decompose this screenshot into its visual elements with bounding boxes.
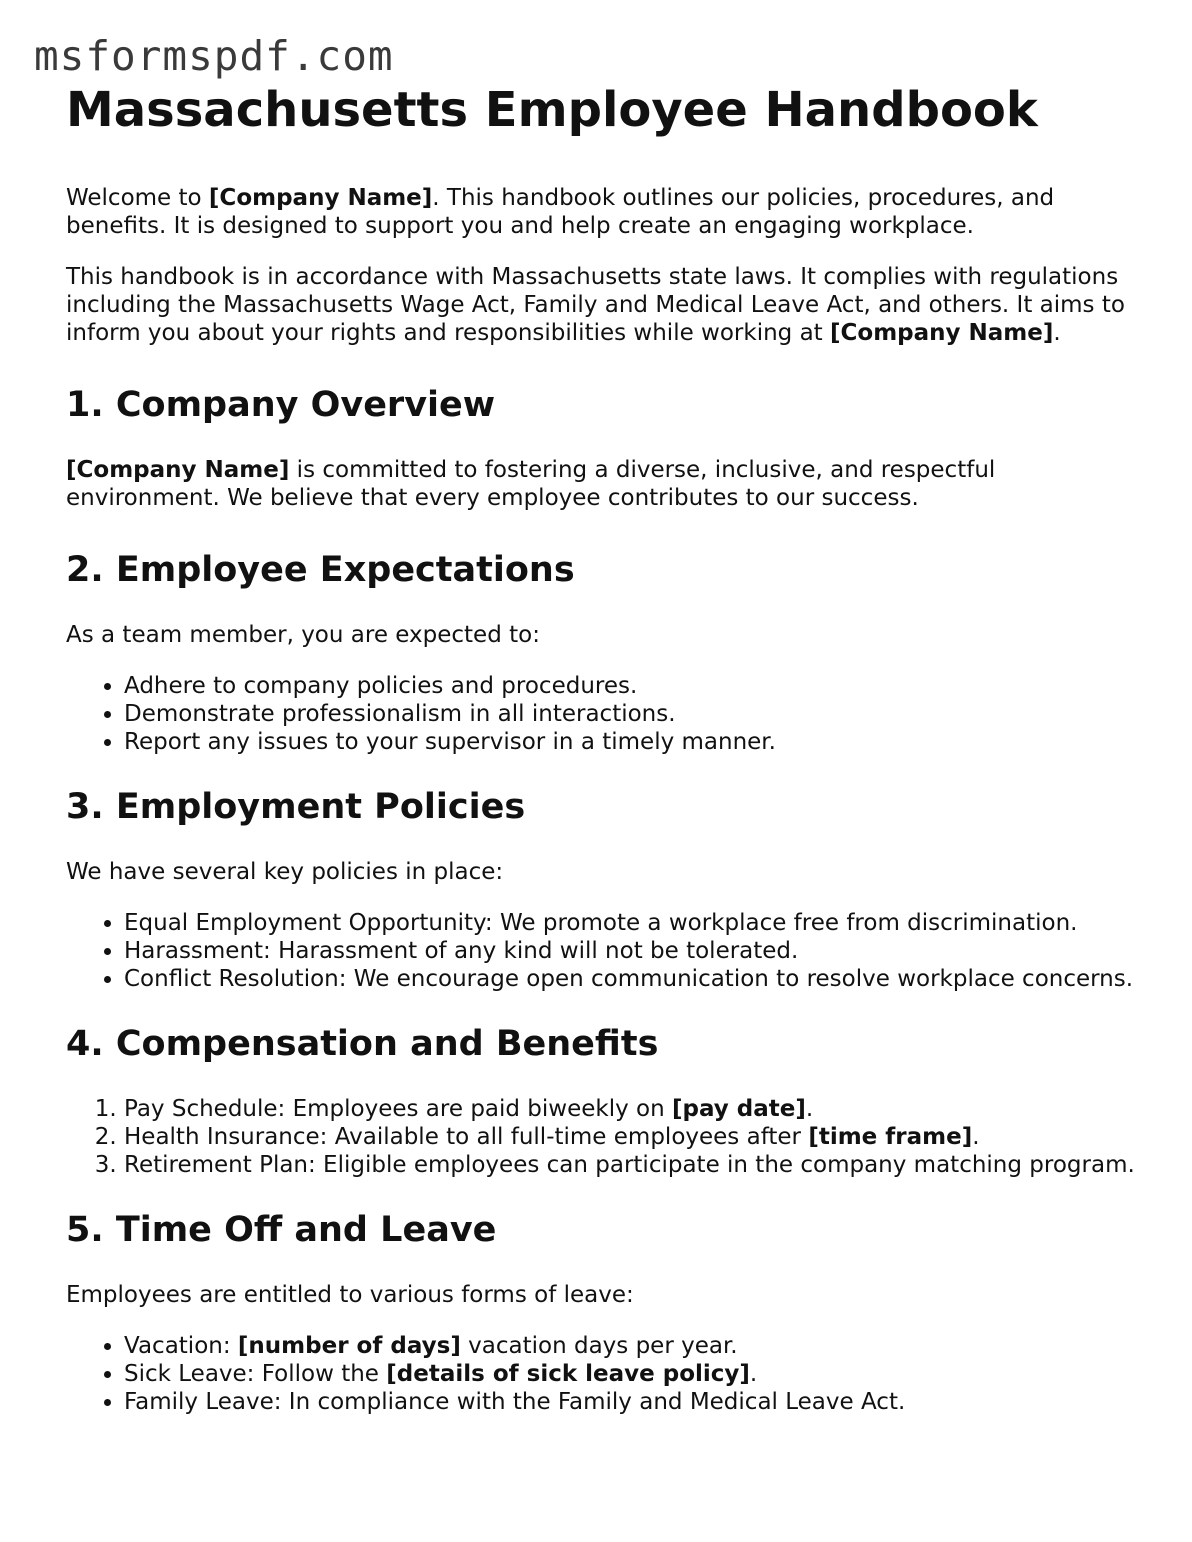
compensation-list xyxy=(66,1095,1146,1179)
policies-lead: We have several key policies in place: xyxy=(66,858,504,885)
item-text: Sick Leave: Follow the xyxy=(124,1360,387,1387)
overview-text: is committed to fostering a diverse, inclusive, and respectful environment. We believe that every employee contributes to our success. xyxy=(66,456,996,511)
intro-text: . This handbook outlines our policies, procedures, and benefits. It is designed to support you and help create an engaging workplace. xyxy=(66,184,1055,239)
leave-lead: Employees are entitled to various forms of leave: xyxy=(66,1281,634,1308)
intro-text: This handbook is in accordance with Massachusetts state laws. It complies with regulations including the Massachusetts Wage Act, Family and Medical Leave Act, and others. It aims to inform you about your rights and responsibilities while working at xyxy=(66,263,1125,346)
section-heading-compensation-benefits: 4. Compensation and Benefits xyxy=(66,1023,659,1064)
list-item xyxy=(124,1332,1146,1360)
company-name-placeholder: [Company Name] xyxy=(208,184,433,211)
list-item: • Conflict Resolution: We encourage open communication to resolve workplace concerns. xyxy=(124,965,1146,993)
item-text: . xyxy=(749,1360,758,1387)
company-name-placeholder: [Company Name] xyxy=(66,456,290,483)
policies-list xyxy=(66,909,1146,993)
sick-leave-policy-placeholder: [details of sick leave policy] xyxy=(386,1360,750,1387)
item-text: . xyxy=(805,1095,814,1122)
document-body xyxy=(66,82,1146,1446)
section-heading-company-overview: 1. Company Overview xyxy=(66,384,496,425)
item-text: Pay Schedule: Employees are paid biweekly on xyxy=(124,1095,673,1122)
item-text: Vacation: xyxy=(124,1332,238,1359)
company-name-placeholder: [Company Name] xyxy=(830,319,1054,346)
list-item: • Report any issues to your supervisor in a timely manner. xyxy=(124,728,1146,756)
section-heading-employment-policies: 3. Employment Policies xyxy=(66,786,526,827)
section-heading-employee-expectations: 2. Employee Expectations xyxy=(66,549,575,590)
expectations-lead: As a team member, you are expected to: xyxy=(66,621,540,648)
list-item: • Adhere to company policies and procedures. xyxy=(124,672,1146,700)
section-heading-time-off-leave: 5. Time Off and Leave xyxy=(66,1209,497,1250)
intro-paragraph-2 xyxy=(66,263,1146,347)
pay-date-placeholder: [pay date] xyxy=(672,1095,806,1122)
number-of-days-placeholder: [number of days] xyxy=(237,1332,461,1359)
list-item xyxy=(124,1123,1146,1151)
item-text: vacation days per year. xyxy=(460,1332,738,1359)
item-text: . xyxy=(972,1123,980,1150)
list-item xyxy=(124,1360,1146,1388)
expectations-list xyxy=(66,672,1146,756)
list-item: • Demonstrate professionalism in all interactions. xyxy=(124,700,1146,728)
page-title: Massachusetts Employee Handbook xyxy=(66,82,1038,138)
watermark: msformspdf.com xyxy=(34,32,394,80)
intro-paragraph-1 xyxy=(66,184,1146,240)
list-item: • Harassment: Harassment of any kind will not be tolerated. xyxy=(124,937,1146,965)
intro-text: . xyxy=(1053,319,1061,346)
list-item: • Family Leave: In compliance with the Family and Medical Leave Act. xyxy=(124,1388,1146,1416)
list-item: • Equal Employment Opportunity: We promote a workplace free from discrimination. xyxy=(124,909,1146,937)
list-item: 3. Retirement Plan: Eligible employees can participate in the company matching program. xyxy=(124,1151,1146,1179)
list-item xyxy=(124,1095,1146,1123)
company-overview-paragraph xyxy=(66,456,1146,512)
item-text: Health Insurance: Available to all full-time employees after xyxy=(124,1123,809,1150)
intro-text: Welcome to xyxy=(66,184,209,211)
leave-list xyxy=(66,1332,1146,1416)
time-frame-placeholder: [time frame] xyxy=(808,1123,973,1150)
